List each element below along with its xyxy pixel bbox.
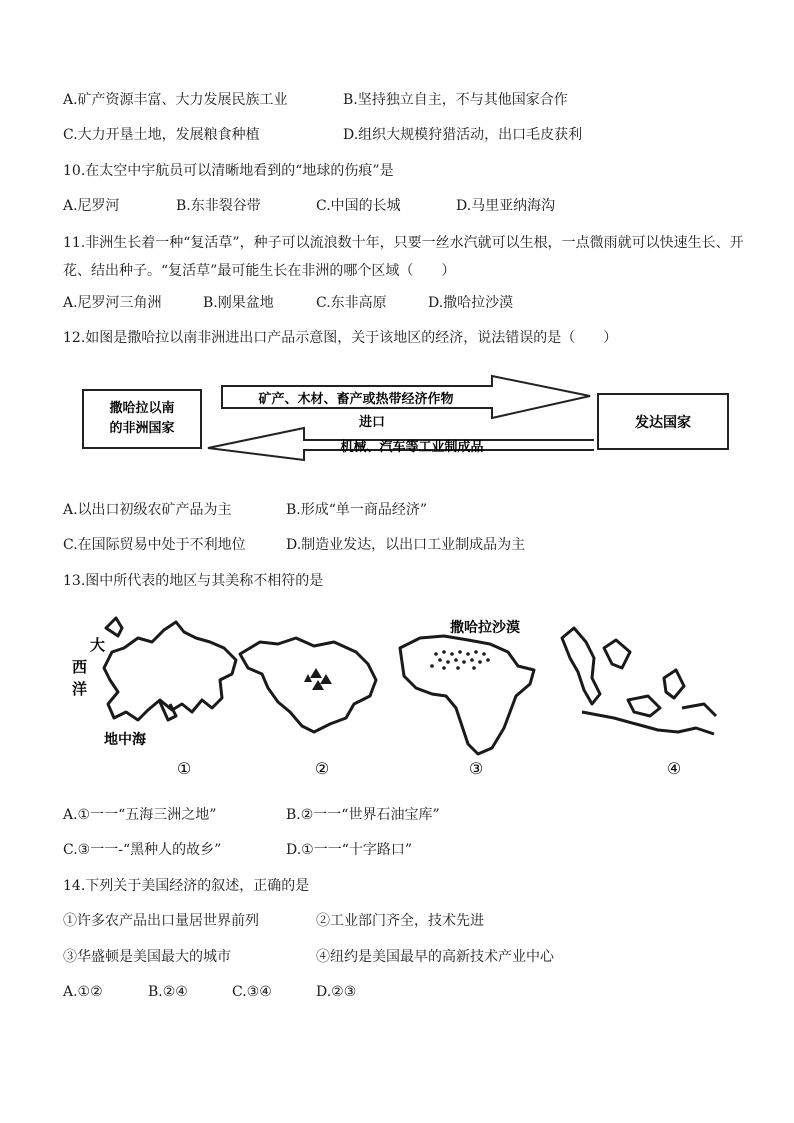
q13-option-d: D.①一一“十字路口” [286,842,413,858]
q9-option-c: C.大力开垦土地，发展粮食种植 [63,127,260,143]
q12-option-a: A.以出口初级农矿产品为主 [63,502,232,518]
q14-option-a: A.①② [63,984,103,1000]
q9-option-b: B.坚持独立自主，不与其他国家合作 [343,92,568,108]
q11-option-d: D.撒哈拉沙漠 [428,295,514,311]
q13-stem: 13.图中所代表的地区与其美称不相符的是 [63,573,324,589]
q10-option-b: B.东非裂谷带 [176,198,261,214]
q12-option-d: D.制造业发达，以出口工业制成品为主 [286,537,526,553]
q14-option-b: B.②④ [148,984,188,1000]
sahara-label: 撒哈拉沙漠 [450,620,520,636]
southeast-asia-map [562,628,716,734]
q10-option-d: D.马里亚纳海沟 [456,198,556,214]
q14-item-3: ③华盛顿是美国最大的城市 [63,949,231,965]
map-number-1: ① [176,759,192,778]
q11-option-c: C.东非高原 [316,295,387,311]
q13-option-c: C.③一一-“黑种人的故乡” [63,842,222,858]
q11-option-b: B.刚果盆地 [203,295,274,311]
map-number-2: ② [314,759,330,778]
q14-option-c: C.③④ [232,984,272,1000]
q10-stem: 10.在太空中宇航员可以清晰地看到的“地球的伤痕”是 [63,163,394,179]
q12-stem: 12.如图是撒哈拉以南非洲进出口产品示意图，关于该地区的经济，说法错误的是（ ） [63,330,618,346]
q9-option-d: D.组织大规模狩猎活动，出口毛皮获利 [343,127,583,143]
middle-east-map [240,638,376,732]
q14-item-4: ④纽约是美国最早的高新技术产业中心 [316,949,554,965]
trade-flow-diagram [82,372,732,462]
q11-option-a: A.尼罗河三角洲 [63,295,162,311]
q12-option-c: C.在国际贸易中处于不利地位 [63,537,246,553]
africa-box-label-line1: 撒哈拉以南 [109,401,175,416]
q14-stem: 14.下列关于美国经济的叙述，正确的是 [63,878,310,894]
region-maps [64,608,736,778]
oil-well-icons [304,668,332,690]
mediterranean-label: 地中海 [104,732,146,748]
atlantic-label-3: 洋 [72,680,88,698]
q14-option-d: D.②③ [316,984,357,1000]
atlantic-label-2: 西 [72,658,88,676]
atlantic-label-1: 大 [90,636,106,654]
q14-item-2: ②工业部门齐全，技术先进 [316,913,484,929]
map-number-3: ③ [468,759,484,778]
q9-option-a: A.矿产资源丰富、大力发展民族工业 [63,92,288,108]
map-number-4: ④ [666,759,682,778]
import-label: 进口 [358,415,386,430]
q13-option-a: A.①一一“五海三洲之地” [63,807,217,823]
import-arrow-label: 机械、汽车等工业制成品 [340,440,484,455]
q14-item-1: ①许多农产品出口量居世界前列 [63,913,259,929]
q10-option-a: A.尼罗河 [63,198,120,214]
developed-box-label: 发达国家 [635,415,691,431]
q11-stem: 11.非洲生长着一种“复活草”，种子可以流浪数十年，只要一丝水汽就可以生根，一点微雨就可以快速生长、开花、结出种子。“复活草”最可能生长在非洲的哪个区域（ ） [63,235,744,279]
sahara-dots [430,650,490,670]
africa-box [83,390,201,448]
export-arrow-label: 矿产、木材、畜产或热带经济作物 [258,392,454,407]
europe-map [104,618,236,720]
africa-box-label-line2: 的非洲国家 [109,421,175,436]
q12-option-b: B.形成“单一商品经济” [286,502,428,518]
q10-option-c: C.中国的长城 [316,198,401,214]
q13-option-b: B.②一一“世界石油宝库” [286,807,440,823]
